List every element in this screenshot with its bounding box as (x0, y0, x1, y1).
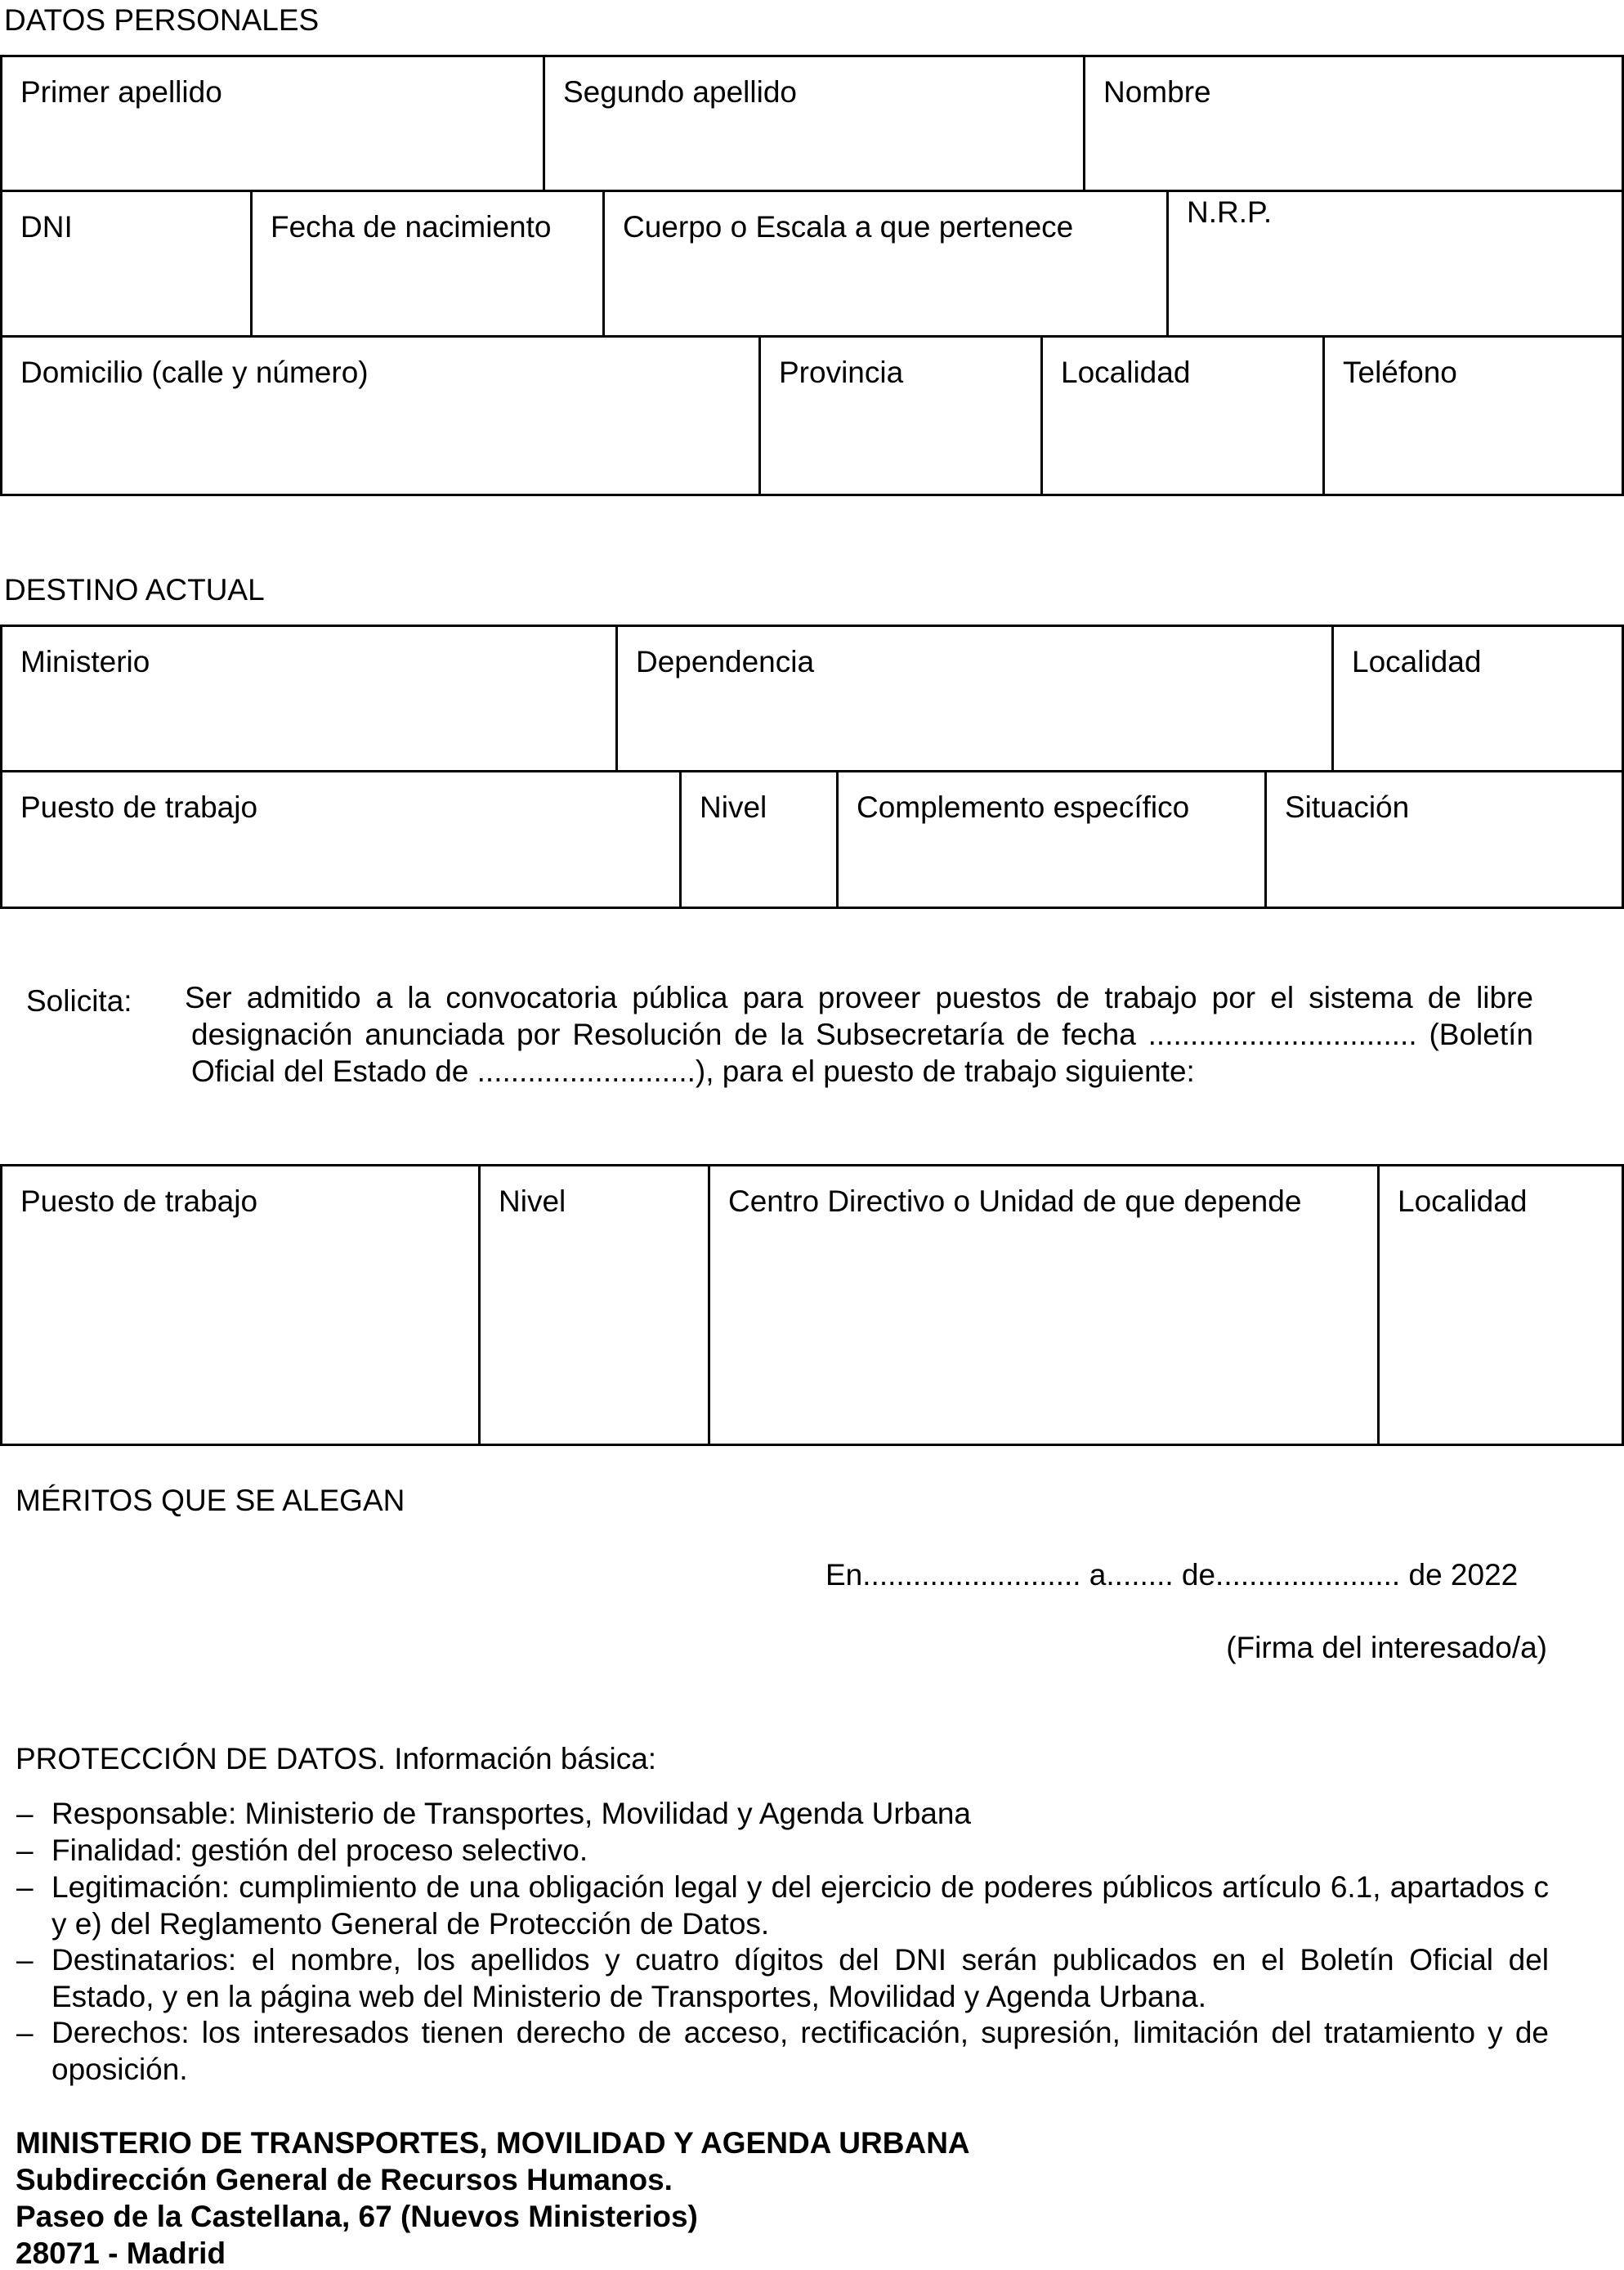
section-heading-datos-personales: DATOS PERSONALES (4, 3, 320, 37)
field-label: Situación (1285, 790, 1410, 824)
field-label: Complemento específico (857, 790, 1190, 824)
field-dni[interactable] (2, 192, 250, 335)
field-label: Fecha de nacimiento (271, 210, 552, 244)
field-localidad-solicitada[interactable] (1380, 1166, 1622, 1444)
section-heading-meritos: MÉRITOS QUE SE ALEGAN (16, 1484, 405, 1517)
solicita-label: Solicita: (26, 984, 132, 1018)
field-primer-apellido[interactable] (2, 57, 543, 190)
field-puesto-solicitado[interactable] (2, 1166, 478, 1444)
field-label: Nivel (700, 790, 767, 824)
list-dash: – (16, 1797, 34, 1830)
list-dash: – (16, 2016, 34, 2049)
field-label: Dependencia (636, 645, 815, 678)
field-label: Nivel (499, 1184, 566, 1218)
field-label: Domicilio (calle y número) (20, 356, 369, 389)
footer-address: Paseo de la Castellana, 67 (Nuevos Ministerios) (16, 2200, 698, 2233)
list-item-text: Finalidad: gestión del proceso selectivo. (51, 1833, 588, 1867)
solicita-line-2: designación anunciada por Resolución de la Subsecretaría de fecha ................................ (Boletín (191, 1018, 1533, 1051)
field-label: Segundo apellido (563, 75, 797, 109)
list-item-text: Derechos: los interesados tienen derecho de acceso, rectificación, supresión, limitación del tratamiento y de oposición. (51, 2016, 1549, 2086)
list-item-text: Legitimación: cumplimiento de una obligación legal y del ejercicio de poderes públicos artículo 6.1, apartados c y e) del Reglamento General de Protección de Datos. (51, 1870, 1549, 1941)
solicita-line-1: Ser admitido a la convocatoria pública para proveer puestos de trabajo por el sistema de libre (185, 981, 1533, 1014)
field-nivel-solicitado[interactable] (481, 1166, 708, 1444)
datos-personales-table (0, 55, 1624, 496)
list-item (16, 2014, 1549, 2088)
field-nombre[interactable] (1085, 57, 1622, 190)
field-label: Cuerpo o Escala a que pertenece (623, 210, 1074, 244)
section-heading-proteccion-datos: PROTECCIÓN DE DATOS. Información básica: (16, 1742, 657, 1775)
list-dash: – (16, 1943, 34, 1977)
list-item (16, 1832, 1549, 1869)
field-fecha-nacimiento[interactable] (253, 192, 604, 335)
list-item (16, 1869, 1549, 1942)
field-label: Teléfono (1343, 356, 1457, 389)
field-cuerpo-escala[interactable] (605, 192, 1169, 335)
field-centro-directivo[interactable] (710, 1166, 1377, 1444)
date-line: En.......................... a........ de...................... de 2022 (825, 1558, 1519, 1592)
field-nrp[interactable] (1169, 192, 1622, 335)
solicita-line-3: Oficial del Estado de ..........................), para el puesto de trabajo siguiente: (191, 1054, 1195, 1088)
signature-label: (Firma del interesado/a) (1226, 1631, 1547, 1664)
field-label: Localidad (1352, 645, 1482, 678)
field-dependencia[interactable] (618, 627, 1331, 770)
list-item-text: Destinatarios: el nombre, los apellidos y cuatro dígitos del DNI serán publicados en el Boletín Oficial del Estado, y en la página web del Ministerio de Transportes, Movilidad y Agenda Urbana. (51, 1943, 1549, 2013)
field-label: N.R.P. (1187, 195, 1273, 229)
destino-actual-table (0, 625, 1624, 909)
list-item (16, 1941, 1549, 2015)
field-label: Localidad (1398, 1184, 1528, 1218)
field-label: Primer apellido (20, 75, 222, 109)
list-dash: – (16, 1833, 34, 1867)
field-provincia[interactable] (761, 338, 1043, 496)
field-label: Provincia (779, 356, 904, 389)
field-localidad[interactable] (1043, 338, 1325, 496)
footer-postal-city: 28071 - Madrid (16, 2236, 226, 2270)
field-label: Ministerio (20, 645, 150, 678)
field-localidad-destino[interactable] (1334, 627, 1622, 770)
field-telefono[interactable] (1325, 338, 1622, 496)
field-label: DNI (20, 210, 73, 244)
field-nivel[interactable] (682, 772, 837, 907)
field-label: Nombre (1103, 75, 1211, 109)
field-label: Puesto de trabajo (20, 790, 258, 824)
puesto-solicitado-table (0, 1164, 1624, 1446)
field-ministerio[interactable] (2, 627, 615, 770)
list-item-text: Responsable: Ministerio de Transportes, Movilidad y Agenda Urbana (51, 1797, 972, 1830)
field-situacion[interactable] (1267, 772, 1622, 907)
field-domicilio[interactable] (2, 338, 758, 496)
list-item (16, 1795, 1549, 1832)
field-label: Centro Directivo o Unidad de que depende (728, 1184, 1302, 1218)
field-label: Puesto de trabajo (20, 1184, 258, 1218)
footer-department: Subdirección General de Recursos Humanos. (16, 2163, 673, 2196)
footer-ministry: MINISTERIO DE TRANSPORTES, MOVILIDAD Y AGENDA URBANA (16, 2126, 970, 2160)
field-complemento-especifico[interactable] (839, 772, 1265, 907)
section-heading-destino-actual: DESTINO ACTUAL (4, 573, 265, 607)
field-label: Localidad (1061, 356, 1191, 389)
list-dash: – (16, 1870, 34, 1904)
field-segundo-apellido[interactable] (545, 57, 1085, 190)
field-puesto-trabajo[interactable] (2, 772, 679, 907)
